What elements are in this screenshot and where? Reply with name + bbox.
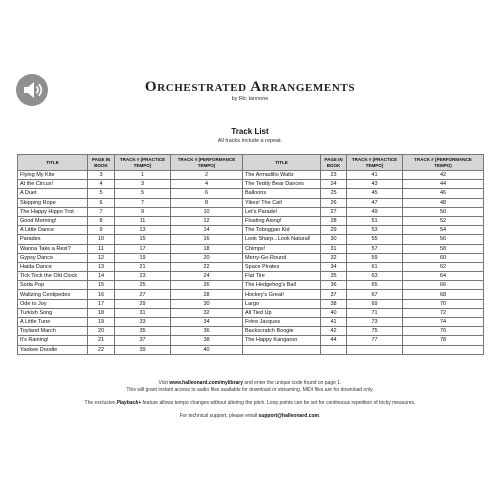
table-row bbox=[18, 171, 484, 180]
page-number: 24 bbox=[321, 180, 347, 189]
performance-track-number: 28 bbox=[171, 290, 243, 299]
practice-track-number: 15 bbox=[115, 235, 171, 244]
page-number: 40 bbox=[321, 308, 347, 317]
table-row bbox=[18, 180, 484, 189]
track-title bbox=[243, 345, 321, 354]
practice-track-number: 5 bbox=[115, 189, 171, 198]
track-title: Balloons bbox=[243, 189, 321, 198]
practice-track-number: 35 bbox=[115, 327, 171, 336]
page-number: 20 bbox=[88, 327, 115, 336]
table-row bbox=[18, 299, 484, 308]
practice-track-number: 7 bbox=[115, 198, 171, 207]
performance-track-number: 54 bbox=[403, 226, 484, 235]
page-number: 11 bbox=[88, 244, 115, 253]
performance-track-number: 4 bbox=[171, 180, 243, 189]
table-row bbox=[18, 235, 484, 244]
page-number: 19 bbox=[88, 318, 115, 327]
practice-track-number: 21 bbox=[115, 262, 171, 271]
table-row bbox=[18, 253, 484, 262]
performance-track-number: 18 bbox=[171, 244, 243, 253]
table-row bbox=[18, 327, 484, 336]
page-number: 9 bbox=[88, 226, 115, 235]
page-number: 10 bbox=[88, 235, 115, 244]
track-title: Parades bbox=[18, 235, 88, 244]
page-number: 12 bbox=[88, 253, 115, 262]
table-row bbox=[18, 272, 484, 281]
performance-track-number: 62 bbox=[403, 262, 484, 271]
track-title: Wanna Take a Rest? bbox=[18, 244, 88, 253]
column-header: TITLE bbox=[18, 155, 88, 171]
performance-track-number: 20 bbox=[171, 253, 243, 262]
table-row bbox=[18, 318, 484, 327]
performance-track-number: 2 bbox=[171, 171, 243, 180]
page-number: 32 bbox=[321, 253, 347, 262]
practice-track-number: 3 bbox=[115, 180, 171, 189]
practice-track-number: 29 bbox=[115, 299, 171, 308]
track-title: Look Sharp...Look Natural! bbox=[243, 235, 321, 244]
practice-track-number: 11 bbox=[115, 216, 171, 225]
practice-track-number: 25 bbox=[115, 281, 171, 290]
footer-feature-prefix: The exclusive bbox=[84, 400, 117, 406]
track-title: Frère Jacques bbox=[243, 318, 321, 327]
practice-track-number: 67 bbox=[347, 290, 403, 299]
performance-track-number: 32 bbox=[171, 308, 243, 317]
table-row bbox=[18, 207, 484, 216]
table-row bbox=[18, 244, 484, 253]
page-number: 34 bbox=[321, 262, 347, 271]
page-number: 4 bbox=[88, 180, 115, 189]
performance-track-number: 24 bbox=[171, 272, 243, 281]
practice-track-number: 41 bbox=[347, 171, 403, 180]
track-title: Good Morning! bbox=[18, 216, 88, 225]
column-header: PAGE IN BOOK bbox=[88, 155, 115, 171]
performance-track-number: 78 bbox=[403, 336, 484, 345]
track-title: Skipping Rope bbox=[18, 198, 88, 207]
track-title: Largo bbox=[243, 299, 321, 308]
page-number: 30 bbox=[321, 235, 347, 244]
page-number: 44 bbox=[321, 336, 347, 345]
performance-track-number: 52 bbox=[403, 216, 484, 225]
practice-track-number: 69 bbox=[347, 299, 403, 308]
track-title: A Little Dance bbox=[18, 226, 88, 235]
track-title: Tick Tock the Old Clock bbox=[18, 272, 88, 281]
page-number: 41 bbox=[321, 318, 347, 327]
footer-feature bbox=[0, 400, 500, 407]
page-number: 3 bbox=[88, 171, 115, 180]
playback-plus-name: Playback+ bbox=[116, 400, 142, 406]
performance-track-number: 12 bbox=[171, 216, 243, 225]
track-title: Space Pirates bbox=[243, 262, 321, 271]
page-number: 17 bbox=[88, 299, 115, 308]
track-title: Backscratch Boogie bbox=[243, 327, 321, 336]
practice-track-number: 71 bbox=[347, 308, 403, 317]
table-row bbox=[18, 345, 484, 354]
track-title: Chimps! bbox=[243, 244, 321, 253]
track-title: Soda Pop bbox=[18, 281, 88, 290]
track-title: Floating Along! bbox=[243, 216, 321, 225]
performance-track-number: 30 bbox=[171, 299, 243, 308]
track-title: The Hedgehog's Ball bbox=[243, 281, 321, 290]
track-title: Haida Dance bbox=[18, 262, 88, 271]
practice-track-number: 13 bbox=[115, 226, 171, 235]
track-title: Let's Parade! bbox=[243, 207, 321, 216]
track-list-note: All tracks include a repeat. bbox=[217, 138, 283, 144]
track-title: Flying My Kite bbox=[18, 171, 88, 180]
page-number: 29 bbox=[321, 226, 347, 235]
performance-track-number: 36 bbox=[171, 327, 243, 336]
practice-track-number: 55 bbox=[347, 235, 403, 244]
footer-feature-suffix: feature allows tempo changes without altering the pitch. Loop points can be set for continuous repetition of tricky measures. bbox=[141, 400, 416, 406]
performance-track-number: 40 bbox=[171, 345, 243, 354]
column-header: PAGE IN BOOK bbox=[321, 155, 347, 171]
page-number: 5 bbox=[88, 189, 115, 198]
performance-track-number: 34 bbox=[171, 318, 243, 327]
performance-track-number: 74 bbox=[403, 318, 484, 327]
practice-track-number: 31 bbox=[115, 308, 171, 317]
practice-track-number: 61 bbox=[347, 262, 403, 271]
practice-track-number: 33 bbox=[115, 318, 171, 327]
column-header: TRACK # (PERFORMANCE TEMPO) bbox=[403, 155, 484, 171]
performance-track-number: 64 bbox=[403, 272, 484, 281]
page-number: 23 bbox=[321, 171, 347, 180]
page-number bbox=[321, 345, 347, 354]
practice-track-number: 27 bbox=[115, 290, 171, 299]
performance-track-number: 68 bbox=[403, 290, 484, 299]
practice-track-number: 23 bbox=[115, 272, 171, 281]
table-row bbox=[18, 189, 484, 198]
table-row bbox=[18, 281, 484, 290]
performance-track-number: 58 bbox=[403, 244, 484, 253]
practice-track-number: 19 bbox=[115, 253, 171, 262]
practice-track-number: 75 bbox=[347, 327, 403, 336]
practice-track-number: 43 bbox=[347, 180, 403, 189]
track-title: Yankee Doodle bbox=[18, 345, 88, 354]
practice-track-number: 57 bbox=[347, 244, 403, 253]
track-list-heading: Track List bbox=[231, 127, 269, 136]
track-title: Waltzing Centipedes bbox=[18, 290, 88, 299]
footer-support bbox=[0, 413, 500, 420]
page-number: 27 bbox=[321, 207, 347, 216]
performance-track-number: 16 bbox=[171, 235, 243, 244]
table-row bbox=[18, 198, 484, 207]
performance-track-number: 38 bbox=[171, 336, 243, 345]
table-row bbox=[18, 308, 484, 317]
practice-track-number: 49 bbox=[347, 207, 403, 216]
table-header-row bbox=[18, 155, 484, 171]
performance-track-number: 76 bbox=[403, 327, 484, 336]
performance-track-number: 22 bbox=[171, 262, 243, 271]
track-title: The Teddy Bear Dances bbox=[243, 180, 321, 189]
page-number: 14 bbox=[88, 272, 115, 281]
performance-track-number bbox=[403, 345, 484, 354]
practice-track-number: 51 bbox=[347, 216, 403, 225]
footer-support-prefix: For technical support, please email bbox=[179, 413, 259, 419]
table-row bbox=[18, 290, 484, 299]
table-row bbox=[18, 226, 484, 235]
practice-track-number bbox=[347, 345, 403, 354]
practice-track-number: 59 bbox=[347, 253, 403, 262]
page-number: 31 bbox=[321, 244, 347, 253]
track-title: Hockey's Great! bbox=[243, 290, 321, 299]
page-number: 6 bbox=[88, 198, 115, 207]
performance-track-number: 8 bbox=[171, 198, 243, 207]
practice-track-number: 77 bbox=[347, 336, 403, 345]
page-number: 25 bbox=[321, 189, 347, 198]
track-title: Gypsy Dance bbox=[18, 253, 88, 262]
page-number: 8 bbox=[88, 216, 115, 225]
track-list-table bbox=[17, 154, 484, 355]
page-number: 21 bbox=[88, 336, 115, 345]
page-number: 18 bbox=[88, 308, 115, 317]
track-title: Toyland March bbox=[18, 327, 88, 336]
track-title: At the Circus! bbox=[18, 180, 88, 189]
performance-track-number: 66 bbox=[403, 281, 484, 290]
performance-track-number: 44 bbox=[403, 180, 484, 189]
author-byline: by Ric Iannone bbox=[231, 96, 269, 102]
performance-track-number: 46 bbox=[403, 189, 484, 198]
performance-track-number: 10 bbox=[171, 207, 243, 216]
page-number: 22 bbox=[88, 345, 115, 354]
practice-track-number: 37 bbox=[115, 336, 171, 345]
performance-track-number: 42 bbox=[403, 171, 484, 180]
practice-track-number: 39 bbox=[115, 345, 171, 354]
track-title: A Duet bbox=[18, 189, 88, 198]
track-title: Flat Tire bbox=[243, 272, 321, 281]
track-title: Turkish Song bbox=[18, 308, 88, 317]
performance-track-number: 56 bbox=[403, 235, 484, 244]
practice-track-number: 65 bbox=[347, 281, 403, 290]
practice-track-number: 45 bbox=[347, 189, 403, 198]
column-header: TITLE bbox=[243, 155, 321, 171]
performance-track-number: 6 bbox=[171, 189, 243, 198]
practice-track-number: 17 bbox=[115, 244, 171, 253]
table-row bbox=[18, 216, 484, 225]
track-title: The Armadillo Waltz bbox=[243, 171, 321, 180]
performance-track-number: 26 bbox=[171, 281, 243, 290]
footer-visit bbox=[0, 380, 500, 387]
column-header: TRACK # (PRACTICE TEMPO) bbox=[347, 155, 403, 171]
practice-track-number: 63 bbox=[347, 272, 403, 281]
column-header: TRACK # (PRACTICE TEMPO) bbox=[115, 155, 171, 171]
page-number: 42 bbox=[321, 327, 347, 336]
column-header: TRACK # (PERFORMANCE TEMPO) bbox=[171, 155, 243, 171]
track-title: A Little Tune bbox=[18, 318, 88, 327]
footer-support-suffix: . bbox=[318, 413, 321, 419]
performance-track-number: 60 bbox=[403, 253, 484, 262]
practice-track-number: 1 bbox=[115, 171, 171, 180]
practice-track-number: 47 bbox=[347, 198, 403, 207]
track-title: Ode to Joy bbox=[18, 299, 88, 308]
footer-visit-suffix: and enter the unique code found on page 1. bbox=[243, 380, 342, 386]
page-number: 36 bbox=[321, 281, 347, 290]
performance-track-number: 70 bbox=[403, 299, 484, 308]
practice-track-number: 53 bbox=[347, 226, 403, 235]
page-number: 16 bbox=[88, 290, 115, 299]
track-title: Yikes! The Cat! bbox=[243, 198, 321, 207]
page-number: 7 bbox=[88, 207, 115, 216]
track-title: Merry-Go-Round bbox=[243, 253, 321, 262]
page-number: 28 bbox=[321, 216, 347, 225]
practice-track-number: 9 bbox=[115, 207, 171, 216]
footer-grant-line: This will grant instant access to audio files available for download or streaming. MIDI files are for download only. bbox=[126, 387, 374, 393]
footer-visit-prefix: Visit bbox=[158, 380, 170, 386]
page-number: 37 bbox=[321, 290, 347, 299]
practice-track-number: 73 bbox=[347, 318, 403, 327]
performance-track-number: 14 bbox=[171, 226, 243, 235]
track-title: The Happy Hippo Trot bbox=[18, 207, 88, 216]
performance-track-number: 72 bbox=[403, 308, 484, 317]
support-email-link[interactable]: support@halleonard.com bbox=[258, 413, 319, 419]
page-number: 15 bbox=[88, 281, 115, 290]
page-number: 35 bbox=[321, 272, 347, 281]
page-number: 13 bbox=[88, 262, 115, 271]
track-title: It's Raining! bbox=[18, 336, 88, 345]
table-row bbox=[18, 262, 484, 271]
library-link[interactable]: www.halleonard.com/mylibrary bbox=[169, 380, 244, 386]
track-title: The Toboggan Kid bbox=[243, 226, 321, 235]
performance-track-number: 48 bbox=[403, 198, 484, 207]
page-number: 38 bbox=[321, 299, 347, 308]
page-number: 26 bbox=[321, 198, 347, 207]
page-title: Orchestrated Arrangements bbox=[144, 79, 356, 95]
performance-track-number: 50 bbox=[403, 207, 484, 216]
track-title: The Happy Kangaroo bbox=[243, 336, 321, 345]
track-title: All Tied Up bbox=[243, 308, 321, 317]
table-row bbox=[18, 336, 484, 345]
